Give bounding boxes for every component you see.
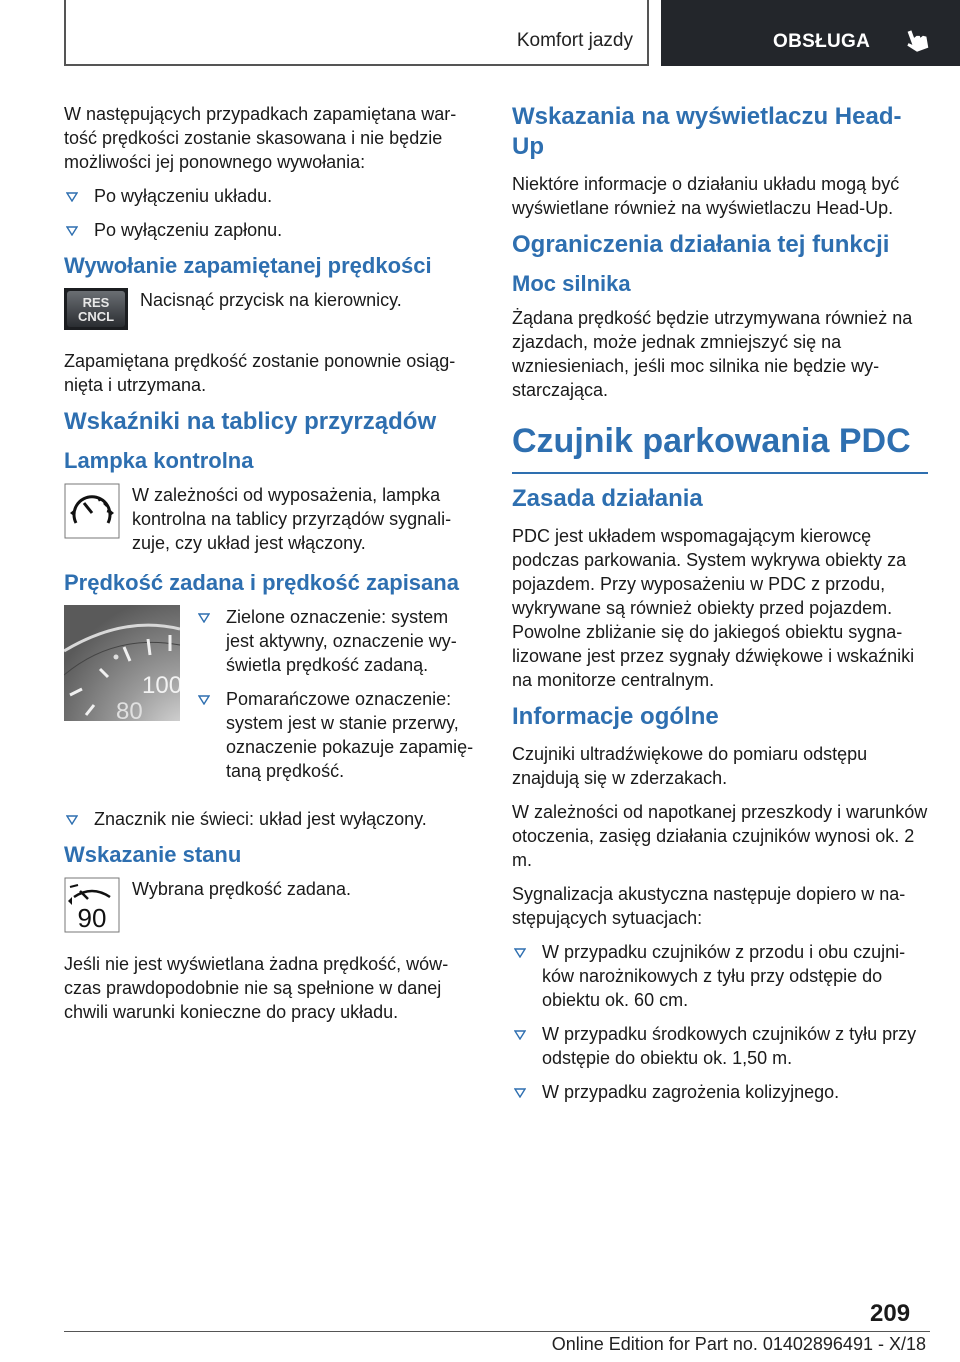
chapter-tab[interactable] (661, 0, 960, 66)
list-item (512, 1022, 928, 1070)
lamp-description: W zależności od wyposażenia, lampka kontrolna na tablicy przyrządów sygnalizuje, czy układ jest włączony. (132, 485, 452, 553)
list-item-text: Po wyłączeniu zapłonu. (94, 220, 283, 240)
gauge-label-80: 80 (116, 698, 143, 721)
intro-paragraph: W następujących przypadkach zapamiętana wartość prędkości zostanie skasowana i nie będzie możliwości jej ponownego wywołania: (64, 104, 457, 172)
triangle-bullet-icon (514, 1088, 526, 1098)
list-item (64, 807, 478, 831)
left-column (64, 102, 478, 1034)
triangle-bullet-icon (514, 948, 526, 958)
list-item-text: Po wyłączeniu układu. (94, 186, 273, 206)
acoustic-list (512, 940, 928, 1104)
triangle-bullet-icon (66, 815, 78, 825)
lamp-row (64, 483, 478, 555)
heading-pdc: Czujnik parkowania PDC (512, 420, 928, 474)
footer-divider (64, 1331, 930, 1332)
gauge-label-100: 100 (142, 672, 180, 699)
general-paragraph-1: Czujniki ultradźwiękowe do pomiaru odstępu znajdują się w zderzakach. (512, 744, 868, 788)
speed-gauge-image (64, 605, 180, 793)
heading-operating-principle: Zasada działania (512, 485, 703, 512)
list-item-text: W przypadku czujników z przodu i obu czujników narożnikowych z tyłu przy odstępie do obiektu ok. 60 cm. (542, 942, 906, 1010)
triangle-bullet-icon (66, 192, 78, 202)
heading-head-up-display: Wskazania na wyświetlaczu Head-Up (512, 103, 902, 160)
res-cncl-button-icon (64, 288, 128, 335)
list-item (196, 605, 478, 677)
list-item-text: Pomarańczowe oznaczenie: system jest w stanie przerwy, oznaczenie pokazuje zapamiętaną prędkość. (226, 689, 474, 781)
recall-instruction: Nacisnąć przycisk na kierownicy. (140, 290, 402, 310)
list-item-text: W przypadku zagrożenia kolizyjnego. (542, 1082, 840, 1102)
triangle-bullet-icon (198, 613, 210, 623)
list-item (196, 687, 478, 783)
status-paragraph: Jeśli nie jest wyświetlana żadna prędkość, wówczas prawdopodobnie nie są spełnione w danej chwili warunki konieczne do pracy układu. (64, 954, 449, 1022)
speed-row (64, 605, 478, 793)
chapter-tab-label: OBSŁUGA (773, 31, 871, 52)
recall-row (64, 288, 478, 335)
heading-function-limits: Ograniczenia działania tej funkcji (512, 231, 890, 258)
status-description: Wybrana prędkość zadana. (132, 879, 351, 899)
heading-set-and-saved-speed: Prędkość zadana i prędkość zapisana (64, 570, 459, 595)
edition-note: Online Edition for Part no. 01402896491 - X/18 (551, 1334, 926, 1354)
list-item-text: W przypadku środkowych czujników z tyłu przy odstępie do obiektu ok. 1,50 m. (542, 1024, 917, 1068)
intro-list (64, 184, 478, 242)
engine-paragraph: Żądana prędkość będzie utrzymywana również na zjazdach, może jednak zmniejszyć się na wzniesieniach, jeśli moc silnika nie będzie wystarczająca. (512, 308, 913, 400)
status-speed-value: 90 (77, 903, 107, 933)
hud-paragraph: Niektóre informacje o działaniu układu mogą być wyświetlane również na wyświetlaczu Head-Up. (512, 174, 900, 218)
heading-indicators: Wskaźniki na tablicy przyrządów (64, 408, 437, 435)
general-paragraph-2: W zależności od napotkanej przeszkody i warunków otoczenia, zasięg działania czujników wynosi ok. 2 m. (512, 802, 928, 870)
principle-paragraph: PDC jest układem wspomagającym kierowcę podczas parkowania. System wykrywa obiekty za pojazdem. Przy wyposażeniu w PDC z przodu, wykrywane są również obiekty przed pojazdem. Powolne zbliżanie się do jakiegoś obiektu sygnalizowane jest przez sygnały dźwiękowe i wskaźniki na monitorze centralnym. (512, 526, 915, 690)
recall-paragraph: Zapamiętana prędkość zostanie ponownie osiągnięta i utrzymana. (64, 351, 456, 395)
triangle-bullet-icon (198, 695, 210, 705)
speed-off-list (64, 807, 478, 831)
list-item-text: Zielone oznaczenie: system jest aktywny, oznaczenie wyświetla prędkość zadaną. (226, 607, 457, 675)
res-label: RES (82, 295, 110, 310)
cncl-label: CNCL (77, 309, 115, 324)
section-title: Komfort jazdy (516, 30, 633, 51)
hand-pointer-icon (903, 26, 931, 54)
list-item (512, 1080, 928, 1104)
cruise-control-lamp-icon (64, 483, 120, 555)
general-paragraph-3: Sygnalizacja akustyczna następuje dopiero w następujących sytuacjach: (512, 884, 906, 928)
speed-marker-list (196, 605, 478, 793)
heading-indicator-lamp: Lampka kontrolna (64, 448, 254, 473)
list-item-text: Znacznik nie świeci: układ jest wyłączony. (94, 809, 427, 829)
list-item (64, 184, 478, 208)
page-number: 209 (870, 1300, 911, 1327)
heading-general-info: Informacje ogólne (512, 703, 719, 730)
right-column (512, 102, 928, 1114)
set-speed-status-icon (64, 877, 120, 938)
triangle-bullet-icon (66, 226, 78, 236)
list-item (64, 218, 478, 242)
heading-recall-speed: Wywołanie zapamiętanej prędkości (64, 253, 432, 278)
header-section-box (64, 0, 649, 66)
triangle-bullet-icon (514, 1030, 526, 1040)
status-row (64, 877, 478, 938)
heading-engine-power: Moc silnika (512, 271, 631, 296)
heading-status-display: Wskazanie stanu (64, 842, 242, 867)
list-item (512, 940, 928, 1012)
